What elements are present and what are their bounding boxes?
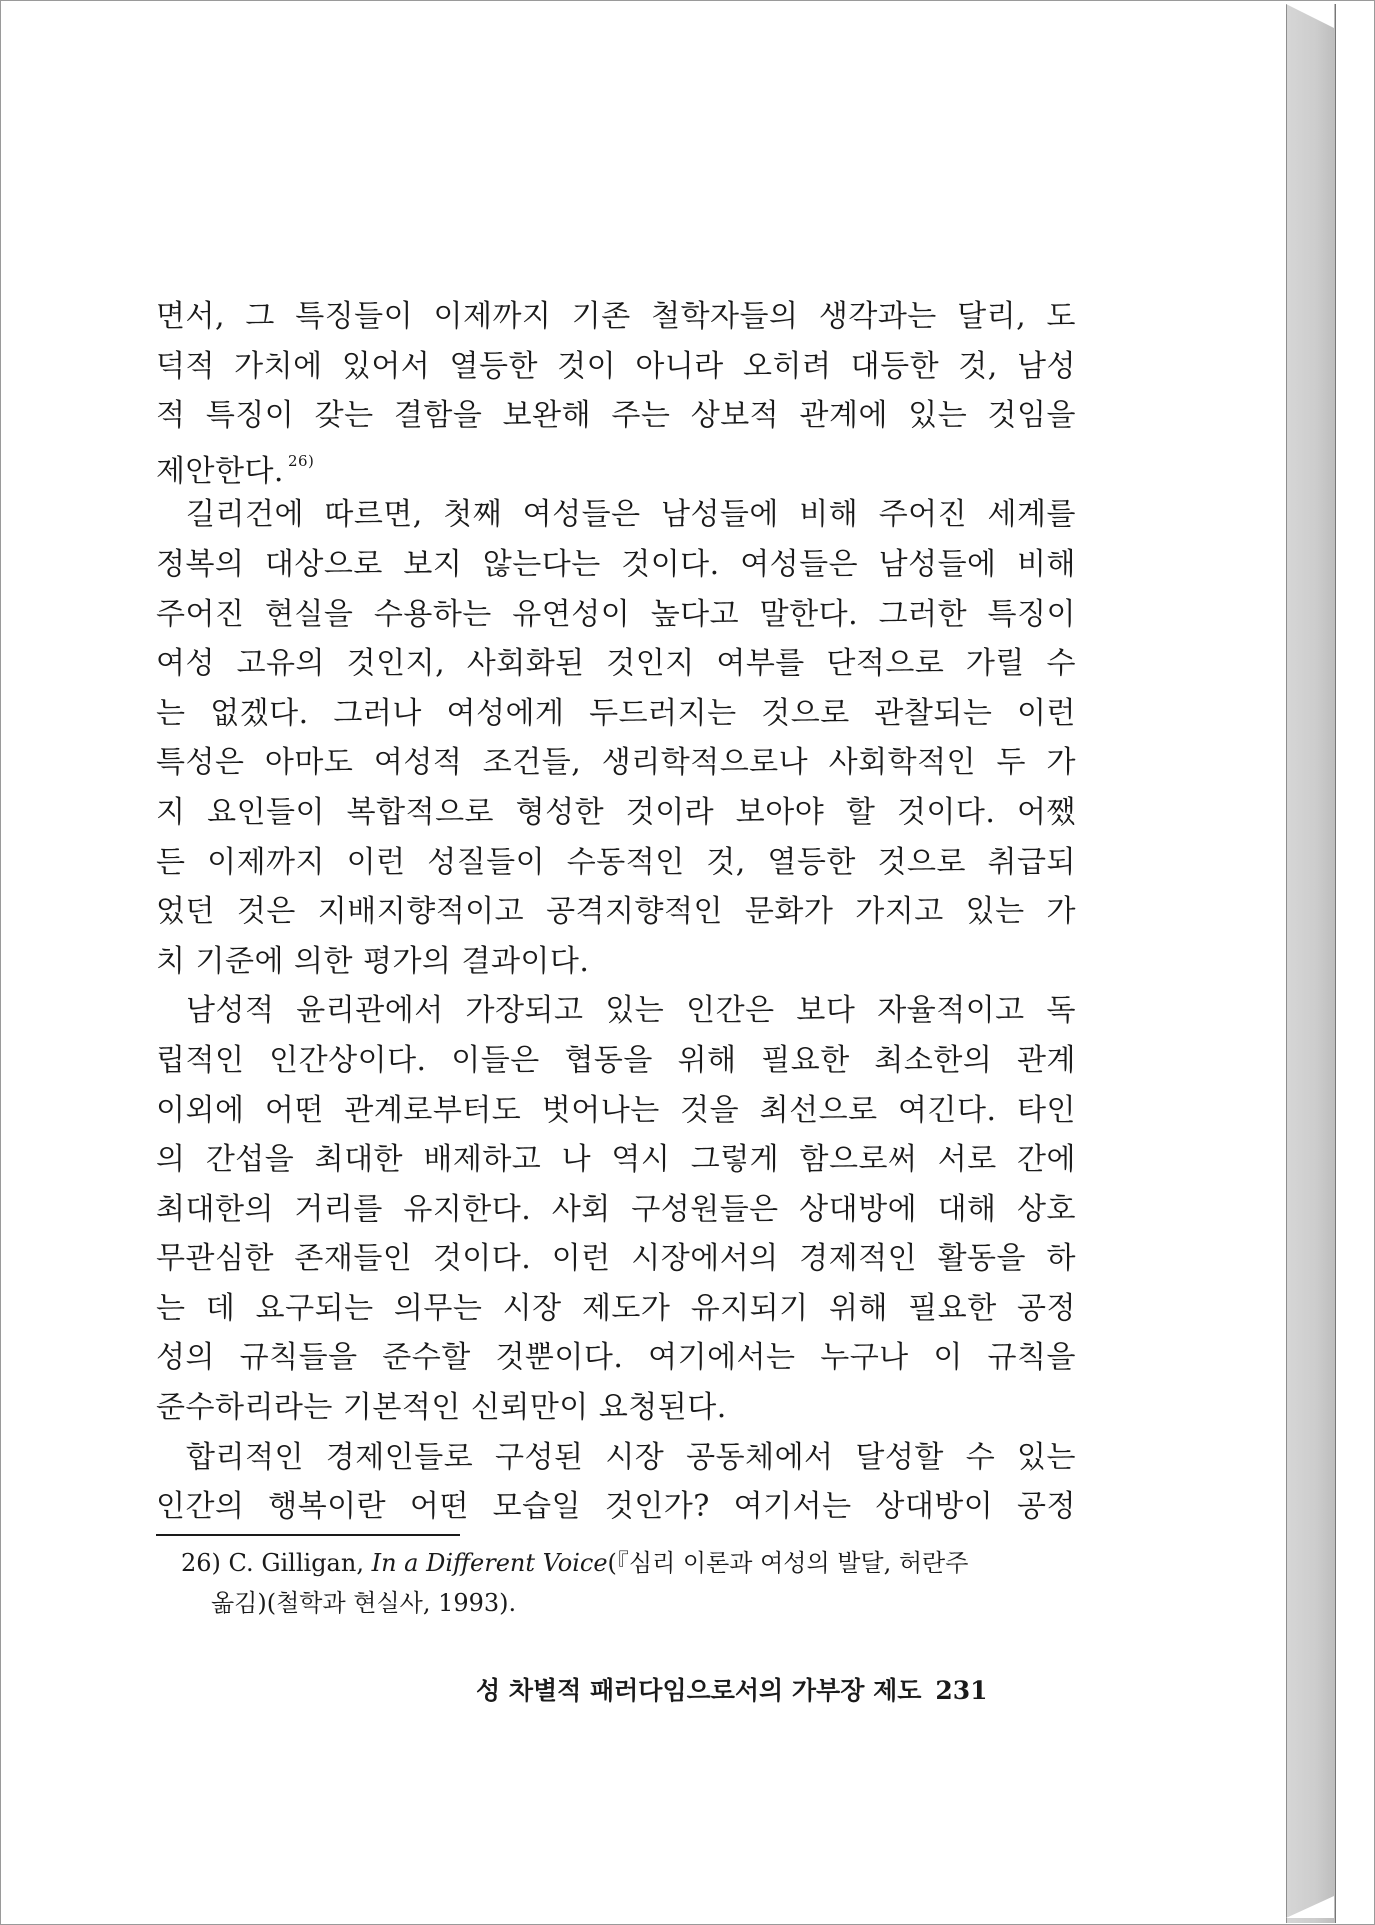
paragraph xyxy=(156,986,1076,1432)
text-line: 인간의 행복이란 어떤 모습일 것인가? 여기서는 상대방이 공정 xyxy=(156,1489,1076,1525)
text-line: 지 요인들이 복합적으로 형성한 것이라 보아야 할 것이다. 어쨌 xyxy=(156,794,1076,830)
footnote-line xyxy=(181,1543,1076,1583)
footnote xyxy=(181,1543,1076,1623)
text-line: 남성적 윤리관에서 가장되고 있는 인간은 보다 자율적이고 독 xyxy=(186,993,1076,1029)
text-line: 는 데 요구되는 의무는 시장 제도가 유지되기 위해 필요한 공정 xyxy=(156,1290,1076,1326)
body-text xyxy=(156,292,1076,1532)
footnote-line: 옮김)(철학과 현실사, 1993). xyxy=(211,1589,517,1617)
running-footer xyxy=(476,1671,1046,1711)
text-line: 길리건에 따르면, 첫째 여성들은 남성들에 비해 주어진 세계를 xyxy=(186,497,1076,533)
text-line: 든 이제까지 이런 성질들이 수동적인 것, 열등한 것으로 취급되 xyxy=(156,844,1076,880)
text-line: 여성 고유의 것인지, 사회화된 것인지 여부를 단적으로 가릴 수 xyxy=(156,646,1076,682)
text-line: 특성은 아마도 여성적 조건들, 생리학적으로나 사회학적인 두 가 xyxy=(156,745,1076,781)
text-line: 는 없겠다. 그러나 여성에게 두드러지는 것으로 관찰되는 이런 xyxy=(156,695,1076,731)
footnote-divider xyxy=(156,1534,460,1536)
chapter-title: 성 차별적 패러다임으로서의 가부장 제도 xyxy=(476,1676,922,1705)
book-edge-corner xyxy=(1286,1896,1334,1918)
text-line: 준수하리라는 기본적인 신뢰만이 요청된다. xyxy=(156,1390,727,1426)
footnote-book-title: In a Different Voice xyxy=(371,1549,608,1577)
text-line: 적 특징이 갖는 결함을 보완해 주는 상보적 관계에 있는 것임을 xyxy=(156,398,1076,434)
text-line: 최대한의 거리를 유지한다. 사회 구성원들은 상대방에 대해 상호 xyxy=(156,1191,1076,1227)
paragraph xyxy=(156,292,1076,490)
footnote-number: 26) xyxy=(181,1549,221,1577)
text-line: 합리적인 경제인들로 구성된 시장 공동체에서 달성할 수 있는 xyxy=(186,1439,1076,1475)
text-segment: 제안한다. xyxy=(156,453,284,489)
book-page-edge xyxy=(1286,4,1336,1923)
text-line: 성의 규칙들을 준수할 것뿐이다. 여기에서는 누구나 이 규칙을 xyxy=(156,1340,1076,1376)
text-line: 무관심한 존재들인 것이다. 이런 시장에서의 경제적인 활동을 하 xyxy=(156,1241,1076,1277)
book-edge-corner xyxy=(1286,4,1334,28)
footnote-translation: (『심리 이론과 여성의 발달, 허란주 xyxy=(607,1549,969,1577)
text-line: 었던 것은 지배지향적이고 공격지향적인 문화가 가지고 있는 가 xyxy=(156,894,1076,930)
paragraph xyxy=(156,490,1076,986)
text-line: 의 간섭을 최대한 배제하고 나 역시 그렇게 함으로써 서로 간에 xyxy=(156,1142,1076,1178)
footnote-author: C. Gilligan, xyxy=(228,1549,364,1577)
text-line: 립적인 인간상이다. 이들은 협동을 위해 필요한 최소한의 관계 xyxy=(156,1042,1076,1078)
text-line: 덕적 가치에 있어서 열등한 것이 아니라 오히려 대등한 것, 남성 xyxy=(156,348,1076,384)
text-line: 치 기준에 의한 평가의 결과이다. xyxy=(156,943,590,979)
text-line: 면서, 그 특징들이 이제까지 기존 철학자들의 생각과는 달리, 도 xyxy=(156,299,1076,334)
text-line: 이외에 어떤 관계로부터도 벗어나는 것을 최선으로 여긴다. 타인 xyxy=(156,1092,1076,1128)
text-line xyxy=(156,441,1076,491)
book-page xyxy=(4,4,1286,1918)
footnote-reference: 26) xyxy=(287,451,315,470)
paragraph xyxy=(156,1433,1076,1532)
text-line: 정복의 대상으로 보지 않는다는 것이다. 여성들은 남성들에 비해 xyxy=(156,546,1076,582)
page-number: 231 xyxy=(935,1676,988,1705)
text-line: 주어진 현실을 수용하는 유연성이 높다고 말한다. 그러한 특징이 xyxy=(156,596,1076,632)
